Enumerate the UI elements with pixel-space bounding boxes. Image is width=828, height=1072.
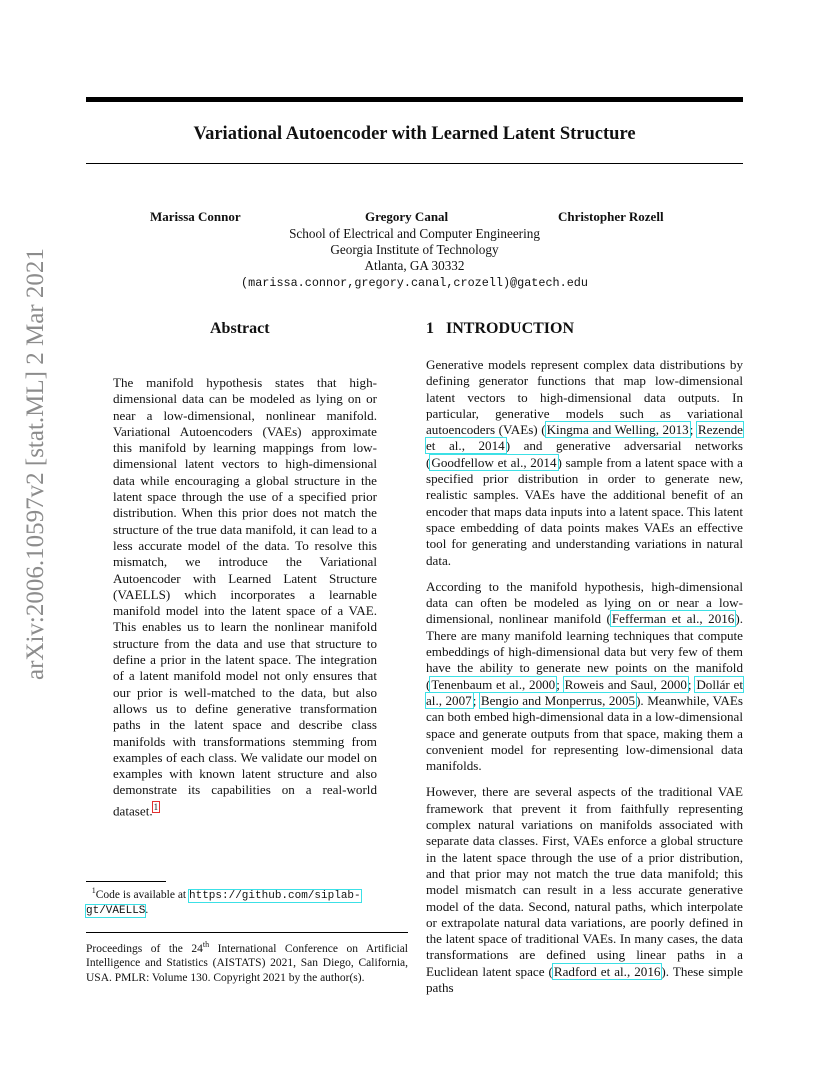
citation-goodfellow[interactable]: Goodfellow et al., 2014 [431,454,557,470]
citation-roweis[interactable]: Roweis and Saul, 2000 [564,676,687,692]
section-heading-introduction: 1 INTRODUCTION [426,320,575,337]
author-3: Christopher Rozell [558,209,664,224]
affiliation-city: Atlanta, GA 30332 [364,258,465,273]
author-2: Gregory Canal [365,209,449,224]
affiliation-institute: Georgia Institute of Technology [330,242,499,257]
footnote-code [86,884,408,919]
proceedings-note [86,938,408,985]
author-1: Marissa Connor [150,209,241,224]
title-bottom-rule [86,163,743,164]
affiliation-email: (marissa.connor,gregory.canal,crozell)@gatech.edu [241,276,588,290]
footnote-link[interactable]: 1 [153,801,159,812]
citation-dollar[interactable]: Dollár et al., 2007 [426,676,743,708]
citation-kingma[interactable]: Kingma and Welling, 2013 [546,422,689,438]
code-url-link[interactable]: https://github.com/siplab-gt/VAELLS [86,889,361,918]
citation-fefferman[interactable]: Fefferman et al., 2016 [611,611,735,627]
abstract-heading: Abstract [210,320,270,337]
citation-radford[interactable]: Radford et al., 2016 [553,963,661,979]
abstract-text: The manifold hypothesis states that high-dimensional data can be modeled as lying on or near a low-dimensional, nonlinear manifold. Variational Autoencoders (VAEs) approximate this manifold by learning mappings from low-dimensional latent vectors to high-dimensional data while encouraging a global structure in the latent space through the use of a specified prior distribution. When this prior does not match the structure of the true data manifold, it can lead to a less accurate model of the data. To resolve this mismatch, we introduce the Variational Autoencoder with Learned Latent Structure (VAELLS) which incorporates a learnable manifold model into the latent space of a VAE. This enables us to learn the nonlinear manifold structure from the data and use that structure to define a prior in the latent space. The integration of a latent manifold model not only ensures that our prior is well-matched to the data, but also allows us to define generative transformation paths in the latent space and describe class manifolds with transformations stemming from examples of each class. We validate our model on examples with known latent structure and also demonstrate its capabilities on a real-world dataset. [113,375,377,819]
affiliation-school: School of Electrical and Computer Engineering [289,226,540,241]
footnote-rule [86,881,166,882]
citation-bengio[interactable]: Bengio and Monperrus, 2005 [480,692,636,708]
footnote-end: . [145,904,149,917]
introduction-body [426,357,743,1006]
abstract-body [113,375,377,819]
intro-paragraph-3: However, there are several aspects of the traditional VAE framework that prevent it from faithfully representing complex natural variations on manifolds associated with separate data classes. First, VAEs enforce a global structure in the latent space through the use of a prior distribution, and that prior may not match the true data manifold; this model mismatch can result in a less accurate generative model of the data. Second, natural paths, which interpolate or extrapolate natural data variations, are poorly defined in the latent space of traditional VAEs. In many cases, the data transformations are defined using linear paths in a Euclidean latent space (Radford et al., 2016). These simple paths [426,784,743,995]
paper-title: Variational Autoencoder with Learned Latent Structure [193,124,636,144]
title-top-rule [86,97,743,102]
arxiv-identifier: arXiv:2006.10597v2 [stat.ML] 2 Mar 2021 [22,248,49,680]
intro-paragraph-1: Generative models represent complex data distributions by defining generator functions that map low-dimensional latent vectors to high-dimensional data outputs. In particular, generative models such as variational autoencoders (VAEs) (Kingma and Welling, 2013; Rezende et al., 2014) and generative adversarial networks (Goodfellow et al., 2014) sample from a latent space with a specified prior distribution in order to generate new, realistic samples. VAEs have the additional benefit of an encoder that maps data inputs into a latent space. This latent space embedding of data points makes VAEs an effective tool for generating and understanding variations in natural data. [426,357,743,568]
intro-paragraph-2: According to the manifold hypothesis, high-dimensional data can often be modeled as lying on or near a low-dimensional, nonlinear manifold (Fefferman et al., 2016). There are many manifold learning techniques that compute embeddings of high-dimensional data but very few of them have the ability to generate new points on the manifold (Tenenbaum et al., 2000; Roweis and Saul, 2000; Dollár et al., 2007; Bengio and Monperrus, 2005). Meanwhile, VAEs can both embed high-dimensional data in a low-dimensional space and generate outputs from that space, making them a convenient model for representing low-dimensional data manifolds. [426,578,743,774]
proceedings-sup: th [202,940,210,949]
footnote-text: Code is available at [95,888,189,901]
citation-tenenbaum[interactable]: Tenenbaum et al., 2000 [431,676,556,692]
proceedings-post: International Conference on Artificial Intelligence and Statistics (AISTATS) 2021, San Diego, California, USA. PMLR: Volume 130. Copyright 2021 by the author(s). [86,942,408,984]
proceedings-pre: Proceedings of the 24 [86,942,203,955]
footnote-mark: 1 [91,886,96,895]
citation-rezende[interactable]: Rezende et al., 2014 [426,422,743,454]
proceedings-rule [86,932,408,933]
